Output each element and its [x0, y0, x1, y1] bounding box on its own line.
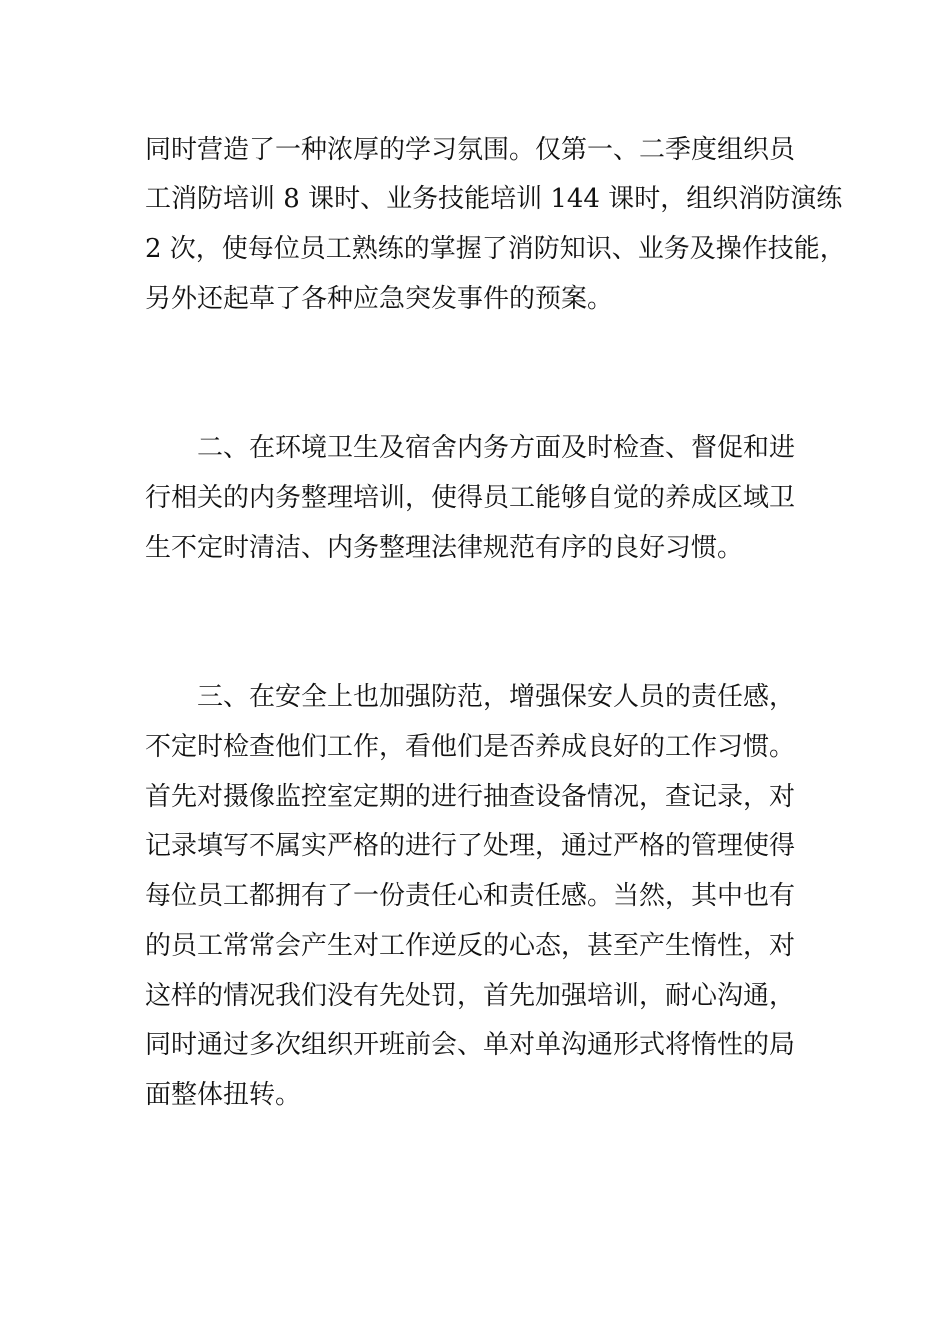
paragraph-3-line-3: 首先对摄像监控室定期的进行抽查设备情况，查记录，对 — [145, 782, 796, 812]
paragraph-1-line-3: 2 次，使每位员工熟练的掌握了消防知识、业务及操作技能， — [145, 234, 846, 264]
paragraph-3-line-4: 记录填写不属实严格的进行了处理，通过严格的管理使得 — [145, 831, 796, 861]
paragraph-1-line-1: 同时营造了一种浓厚的学习氛围。仅第一、二季度组织员 — [145, 135, 796, 165]
paragraph-3-line-5: 每位员工都拥有了一份责任心和责任感。当然，其中也有 — [145, 881, 796, 911]
paragraph-3-line-9: 面整体扭转。 — [145, 1080, 302, 1110]
paragraph-2-line-1: 二、在环境卫生及宿舍内务方面及时检查、督促和进 — [197, 433, 796, 463]
paragraph-3-line-7: 这样的情况我们没有先处罚，首先加强培训，耐心沟通， — [145, 981, 796, 1011]
paragraph-3-line-2: 不定时检查他们工作，看他们是否养成良好的工作习惯。 — [145, 732, 796, 762]
paragraph-3-line-8: 同时通过多次组织开班前会、单对单沟通形式将惰性的局 — [145, 1030, 796, 1060]
paragraph-2-line-2: 行相关的内务整理培训，使得员工能够自觉的养成区域卫 — [145, 483, 796, 513]
paragraph-1-line-4: 另外还起草了各种应急突发事件的预案。 — [145, 284, 614, 314]
paragraph-2-line-3: 生不定时清洁、内务整理法律规范有序的良好习惯。 — [145, 533, 744, 563]
paragraph-1-line-2: 工消防培训 8 课时、业务技能培训 144 课时，组织消防演练 — [145, 184, 843, 214]
paragraph-3-line-6: 的员工常常会产生对工作逆反的心态，甚至产生惰性，对 — [145, 931, 796, 961]
paragraph-3-line-1: 三、在安全上也加强防范，增强保安人员的责任感， — [197, 682, 796, 712]
